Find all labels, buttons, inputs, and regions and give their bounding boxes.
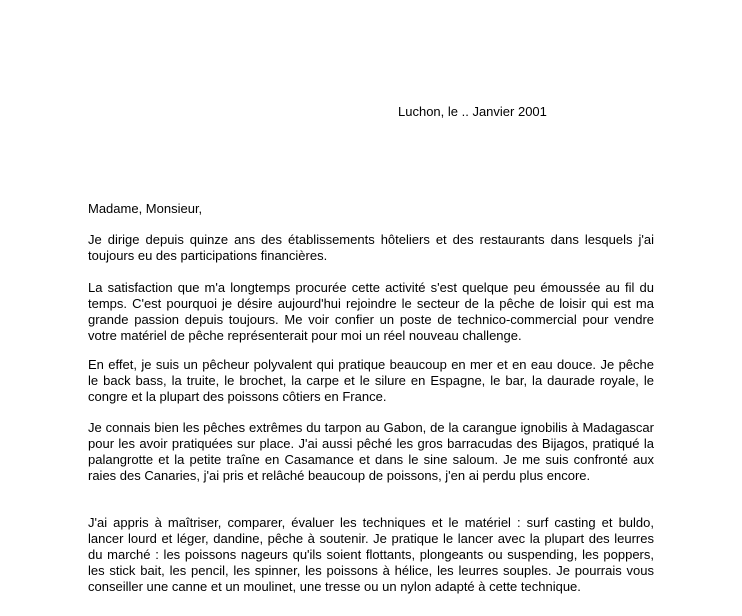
letter-salutation: Madame, Monsieur, — [88, 201, 203, 216]
letter-paragraph-introduction: Je dirige depuis quinze ans des établissements hôteliers et des restaurants dans lesquels j'ai toujours eu des participations financières. — [88, 232, 654, 263]
letter-paragraph-techniques: J'ai appris à maîtriser, comparer, évaluer les techniques et le matériel : surf casting et buldo, lancer lourd et léger, dandine, pêche à soutenir. Je pratique le lancer avec la plupart des leurres du marché : les poissons nageurs qu'ils soient flottants, plongeants ou suspending, les poppers, les stick bait, les pencil, les spinner, les poissons à hélice, les leurres souples. Je pourrais vous conseiller une canne et un moulinet, une tresse ou un nylon adapté à cette technique. — [88, 515, 654, 594]
letter-dateline: Luchon, le .. Janvier 2001 — [398, 104, 547, 119]
letter-paragraph-extreme-fishing: Je connais bien les pêches extrêmes du tarpon au Gabon, de la carangue ignobilis à Madagascar pour les avoir pratiquées sur place. J'ai aussi pêché les gros barracudas des Bijagos, pratiqué la palangrotte et la petite traîne en Casamance et dans le sine saloum. Je me suis confronté aux raies des Canaries, j'ai pris et relâché beaucoup de poissons, j'en ai perdu plus encore. — [88, 420, 654, 483]
letter-paragraph-fishing-experience: En effet, je suis un pêcheur polyvalent qui pratique beaucoup en mer et en eau douce. Je pêche le back bass, la truite, le brochet, la carpe et le silure en Espagne, le bar, la daurade royale, le congre et la plupart des poissons côtiers en France. — [88, 357, 654, 404]
letter-paragraph-motivation: La satisfaction que m'a longtemps procurée cette activité s'est quelque peu émoussée au fil du temps. C'est pourquoi je désire aujourd'hui rejoindre le secteur de la pêche de loisir qui est ma grande passion depuis toujours. Me voir confier un poste de technico-commercial pour vendre votre matériel de pêche représenterait pour moi un réel nouveau challenge. — [88, 280, 654, 343]
